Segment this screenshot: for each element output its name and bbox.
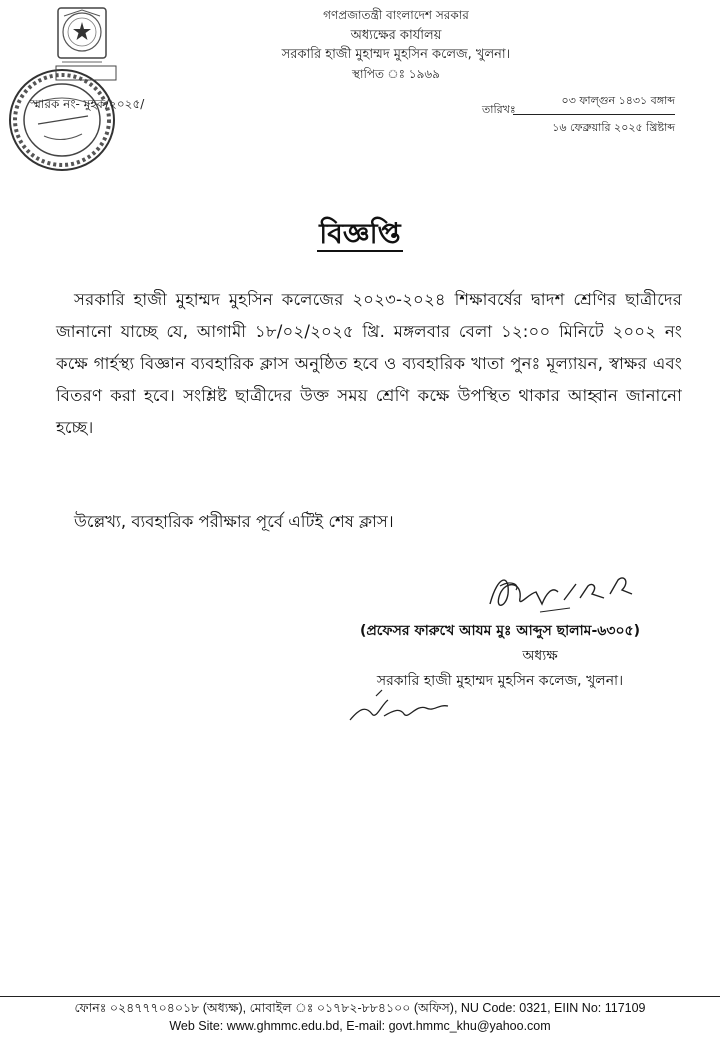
date-block bbox=[513, 92, 675, 138]
notice-title bbox=[0, 212, 720, 259]
office-name: অধ্যক্ষের কার্যালয় bbox=[350, 28, 442, 43]
signatory-designation: অধ্যক্ষ bbox=[522, 648, 558, 664]
established-year: স্থাপিত ঃ ১৯৬৯ bbox=[352, 67, 440, 81]
footer-contact: ফোনঃ ০২৪৭৭৭০৪০১৮ (অধ্যক্ষ), মোবাইল ঃ ০১৭৮২-৮৮৪১০০ (অফিস), NU Code: 0321, EIIN No: 117109 bbox=[74, 1001, 646, 1015]
footer-web: Web Site: www.ghmmc.edu.bd, E-mail: govt.hmmc_khu@yahoo.com bbox=[169, 1019, 551, 1033]
initial-signature bbox=[346, 686, 456, 730]
date-label: তারিখঃ bbox=[482, 103, 516, 116]
footer-divider bbox=[0, 996, 720, 997]
notice-body: সরকারি হাজী মুহাম্মদ মুহসিন কলেজের ২০২৩-২০২৪ শিক্ষাবর্ষের দ্বাদশ শ্রেণির ছাত্রীদের জানানো যাচ্ছে যে, আগামী ১৮/০২/২০২৫ খ্রি. মঙ্গলবার বেলা ১২:০০ মিনিটে ২০০২ নং কক্ষে গার্হস্থ্য বিজ্ঞান ব্যবহারিক ক্লাস অনুষ্ঠিত হবে ও ব্যবহারিক খাতা পুনঃ মূল্যায়ন, স্বাক্ষর এবং বিতরণ করা হবে। সংশ্লিষ্ট ছাত্রীদের উক্ত সময় শ্রেণি কক্ষে উপস্থিত থাকার আহ্বান জানানো হচ্ছে। bbox=[56, 290, 682, 437]
date-bangla: ০৩ ফাল্গুন ১৪৩১ বঙ্গাব্দ bbox=[513, 92, 675, 115]
principal-signature bbox=[480, 564, 650, 626]
college-name: সরকারি হাজী মুহাম্মদ মুহসিন কলেজ, খুলনা। bbox=[281, 47, 511, 62]
date-english: ১৬ ফেব্রুয়ারি ২০২৫ খ্রিষ্টাব্দ bbox=[552, 121, 675, 134]
signatory-block bbox=[300, 619, 700, 694]
signatory-name: (প্রফেসর ফারুখে আযম মুঃ আব্দুস ছালাম-৬৩০৫) bbox=[359, 623, 641, 639]
govt-name: গণপ্রজাতন্ত্রী বাংলাদেশ সরকার bbox=[323, 8, 469, 22]
notice-note: উল্লেখ্য, ব্যবহারিক পরীক্ষার পূর্বে এটিই শেষ ক্লাস। bbox=[74, 512, 394, 531]
signatory-institution: সরকারি হাজী মুহাম্মদ মুহসিন কলেজ, খুলনা। bbox=[376, 673, 624, 689]
memo-number: স্মারক নং- মুহক/২০২৫/ bbox=[30, 97, 145, 111]
notice-title-text: বিজ্ঞপ্তি bbox=[319, 217, 401, 250]
